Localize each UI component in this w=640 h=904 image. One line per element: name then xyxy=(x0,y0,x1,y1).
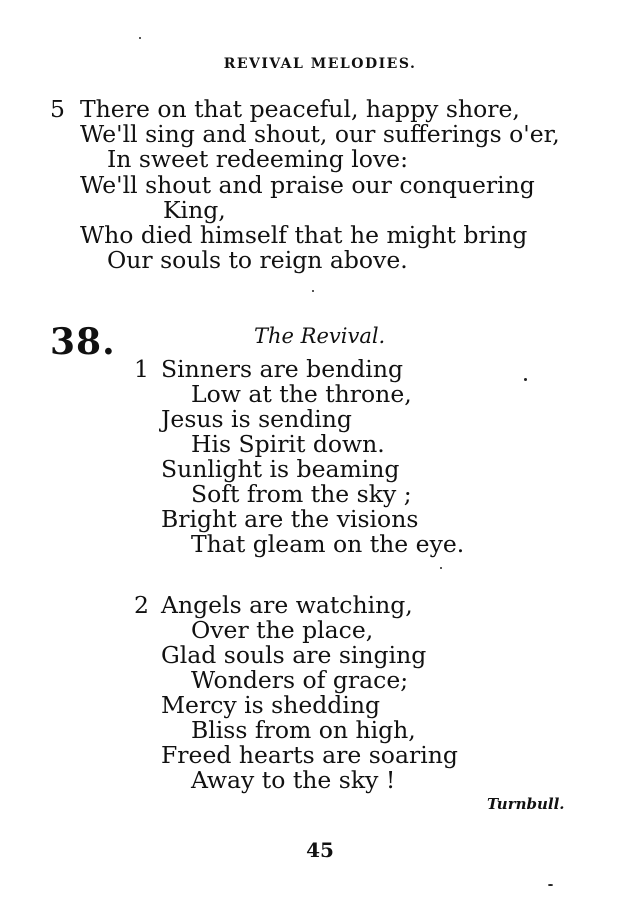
verse-line: Who died himself that he might bring xyxy=(80,221,528,249)
verse-line: Sunlight is beaming xyxy=(161,455,400,483)
verse-line: Over the place, xyxy=(191,616,374,644)
running-header: REVIVAL MELODIES. xyxy=(223,56,417,72)
print-speck xyxy=(139,37,141,39)
author-attribution: Turnbull. xyxy=(487,795,565,813)
verse-line: Low at the throne, xyxy=(191,380,412,408)
verse-line: Sinners are bending xyxy=(161,355,403,383)
verse-line: Jesus is sending xyxy=(161,405,352,433)
print-speck xyxy=(312,290,314,292)
verse-line: Freed hearts are soaring xyxy=(161,741,458,769)
page-number: 45 xyxy=(306,838,334,862)
hymn-title: The Revival. xyxy=(254,324,386,348)
verse-line: Glad souls are singing xyxy=(161,641,427,669)
verse-line: King, xyxy=(163,196,226,224)
verse-line: Our souls to reign above. xyxy=(107,246,408,274)
verse-line: Angels are watching, xyxy=(161,591,413,619)
verse-line: Soft from the sky ; xyxy=(191,480,412,508)
stanza-number: 5 xyxy=(50,95,65,123)
verse-line: We'll shout and praise our conquering xyxy=(80,171,535,199)
verse-line: There on that peaceful, happy shore, xyxy=(80,95,520,123)
verse-line: We'll sing and shout, our sufferings o'er, xyxy=(80,120,560,148)
print-speck xyxy=(524,378,527,381)
verse-line: Bliss from on high, xyxy=(191,716,416,744)
verse-line: That gleam on the eye. xyxy=(191,530,465,558)
verse-line: Away to the sky ! xyxy=(191,766,396,794)
hymn-number: 38. xyxy=(50,321,116,363)
verse-line: His Spirit down. xyxy=(191,430,385,458)
print-speck xyxy=(440,567,442,569)
stanza-number: 2 xyxy=(134,591,149,619)
verse-line: Bright are the visions xyxy=(161,505,419,533)
verse-line: Wonders of grace; xyxy=(191,666,409,694)
stanza-number: 1 xyxy=(134,355,149,383)
verse-line: In sweet redeeming love: xyxy=(107,145,409,173)
verse-line: Mercy is shedding xyxy=(161,691,381,719)
print-speck xyxy=(548,884,553,886)
